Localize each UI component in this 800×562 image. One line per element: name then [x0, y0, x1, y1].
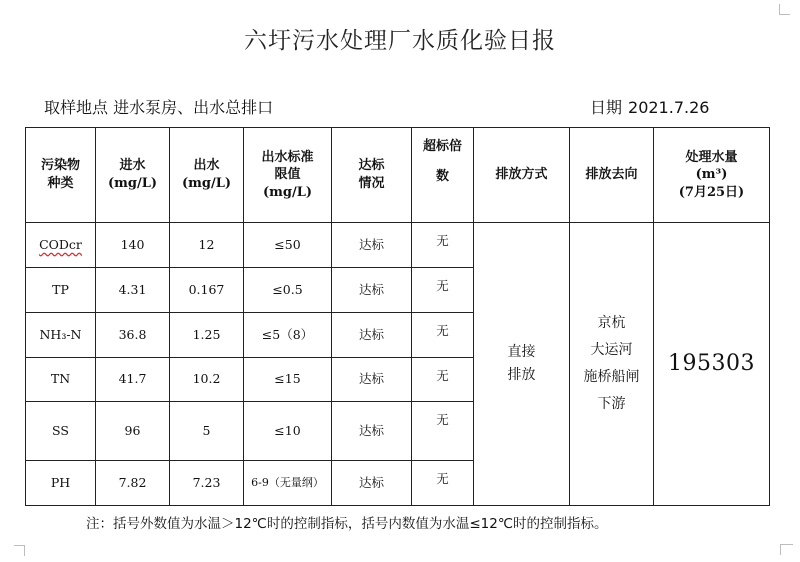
effluent-value: 7.23 — [170, 461, 244, 506]
page-corner-mark — [779, 4, 790, 15]
compliance-status: 达标 — [332, 402, 412, 461]
header-effluent: 出水 (mg/L) — [170, 128, 244, 223]
exceed-value: 无 — [412, 358, 474, 402]
page-corner-mark — [780, 544, 793, 555]
compliance-status: 达标 — [332, 461, 412, 506]
water-quality-table — [25, 127, 770, 506]
flow-value: 195303 — [654, 223, 770, 506]
exceed-value: 无 — [412, 461, 474, 506]
header-row — [26, 128, 770, 223]
exceed-value: 无 — [412, 402, 474, 461]
footnote: 注：括号外数值为水温＞12℃时的控制指标，括号内数值为水温≤12℃时的控制指标。 — [86, 516, 608, 532]
discharge-destination-cell: 京杭 大运河 施桥船闸 下游 — [570, 223, 654, 506]
influent-value: 7.82 — [96, 461, 170, 506]
header-compliance: 达标 情况 — [332, 128, 412, 223]
page-title: 六圩污水处理厂水质化验日报 — [244, 28, 556, 54]
influent-value: 96 — [96, 402, 170, 461]
compliance-status: 达标 — [332, 358, 412, 402]
header-discharge-method: 排放方式 — [474, 128, 570, 223]
limit-value: ≤5（8） — [244, 313, 332, 358]
pollutant-name: TN — [26, 358, 96, 402]
influent-value: 140 — [96, 223, 170, 268]
pollutant-name: CODcr — [26, 223, 96, 268]
header-discharge-destination: 排放去向 — [570, 128, 654, 223]
limit-value: ≤15 — [244, 358, 332, 402]
header-limit: 出水标准 限值 (mg/L) — [244, 128, 332, 223]
effluent-value: 10.2 — [170, 358, 244, 402]
pollutant-name: NH₃-N — [26, 313, 96, 358]
header-pollutant: 污染物 种类 — [26, 128, 96, 223]
limit-value: 6-9（无量纲） — [244, 461, 332, 506]
influent-value: 41.7 — [96, 358, 170, 402]
effluent-value: 5 — [170, 402, 244, 461]
page-corner-mark — [14, 545, 25, 556]
effluent-value: 12 — [170, 223, 244, 268]
exceed-value: 无 — [412, 313, 474, 358]
limit-value: ≤50 — [244, 223, 332, 268]
limit-value: ≤10 — [244, 402, 332, 461]
effluent-value: 0.167 — [170, 268, 244, 313]
limit-value: ≤0.5 — [244, 268, 332, 313]
pollutant-name: TP — [26, 268, 96, 313]
header-exceed: 超标倍 数 — [412, 128, 474, 223]
discharge-method-cell: 直接 排放 — [474, 223, 570, 506]
date-value: 2021.7.26 — [628, 98, 710, 117]
pollutant-name: PH — [26, 461, 96, 506]
header-influent: 进水 (mg/L) — [96, 128, 170, 223]
pollutant-name: SS — [26, 402, 96, 461]
table-row — [26, 223, 770, 268]
exceed-value: 无 — [412, 223, 474, 268]
exceed-value: 无 — [412, 268, 474, 313]
compliance-status: 达标 — [332, 268, 412, 313]
report-date — [584, 95, 709, 118]
header-flow: 处理水量 (m³) (7月25日) — [654, 128, 770, 223]
sampling-location: 取样地点 进水泵房、出水总排口 — [44, 98, 274, 117]
influent-value: 4.31 — [96, 268, 170, 313]
compliance-status: 达标 — [332, 223, 412, 268]
influent-value: 36.8 — [96, 313, 170, 358]
date-label: 日期 — [590, 98, 623, 117]
compliance-status: 达标 — [332, 313, 412, 358]
effluent-value: 1.25 — [170, 313, 244, 358]
